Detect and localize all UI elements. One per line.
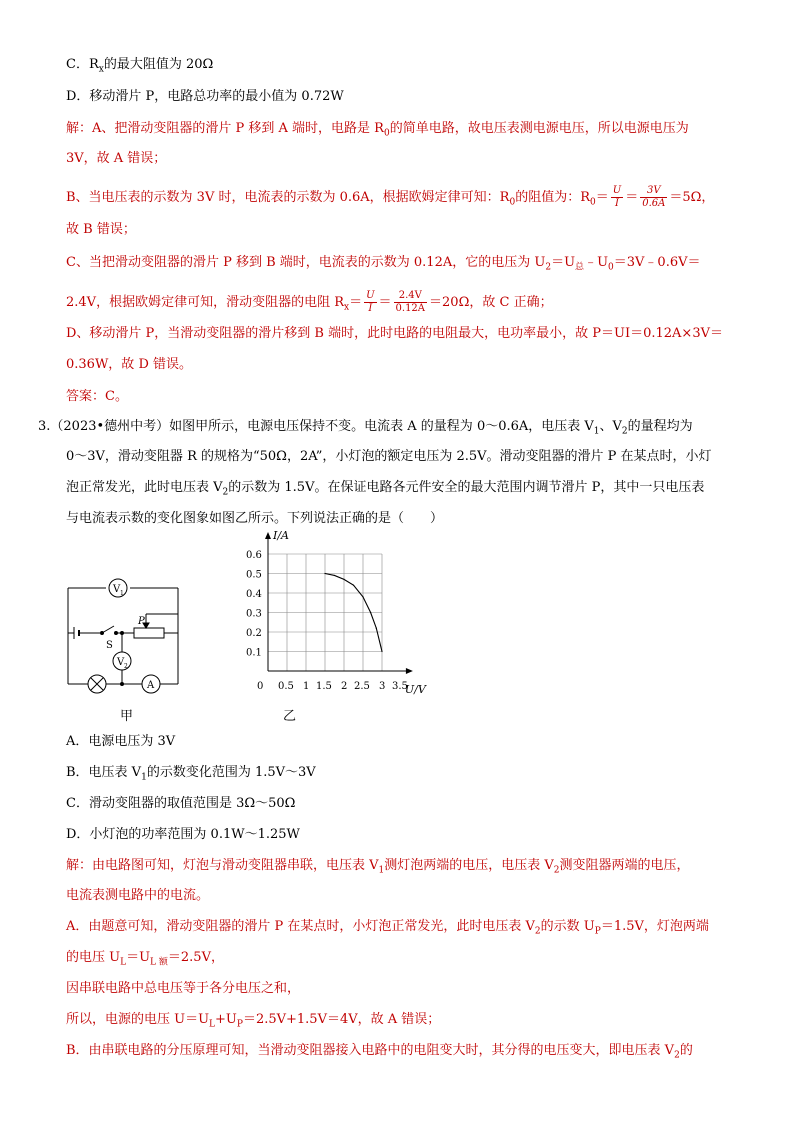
q3-solution-a-line4: 所以，电源的电压 $U=U_L+U_P=2.5V+1.5V=4V$，故 A 错误； <box>66 1012 441 1030</box>
y-tick-label: 0.5 <box>246 569 262 581</box>
svg-text:2: 2 <box>124 663 128 670</box>
q3-stem-line4: 与电流表示数的变化图象如图乙所示。下列说法正确的是（ ） <box>66 511 444 526</box>
fraction-u-over-i-2: $\frac{U}{I}$ <box>366 290 375 314</box>
data-point <box>370 612 371 613</box>
x-tick-label: 2.5 <box>354 681 370 692</box>
q3-option-a: A．电源电压为 3V <box>66 734 176 749</box>
data-point <box>343 579 344 580</box>
solution-c-line2: 2.4V，根据欧姆定律可知，滑动变阻器的电阻 $R_x=$ $\frac{U}{I}$ ＝ $\frac{2.4V}{0.12A}$ ＝20Ω，故 C 正确； <box>66 290 553 314</box>
y-tick-label: 0.1 <box>246 647 262 659</box>
data-point <box>353 585 354 586</box>
fraction-u-over-i: $\frac{U}{I}$ <box>612 185 622 209</box>
x-tick-label: 0.5 <box>278 681 294 692</box>
fraction-24v-over-012a: $\frac{2.4V}{0.12A}$ <box>395 290 426 314</box>
q3-stem-line2: 0～3V，滑动变阻器 R 的规格为“50Ω，2A”，小灯泡的额定电压为 2.5V。滑动变阻器的滑片 P 在某点时，小灯 <box>66 449 712 464</box>
q3-solution-line1: 解：由电路图可知，灯泡与滑动变阻器串联，电压表 $V_1$测灯泡两端的电压，电压表 $V_2$测变阻器两端的电压， <box>66 858 690 876</box>
svg-text:V: V <box>113 584 121 595</box>
switch-s-label: S <box>106 640 113 651</box>
svg-text:A: A <box>147 680 155 691</box>
voltmeter-v1 <box>109 579 127 597</box>
y-tick-label: 0.4 <box>246 589 262 600</box>
q3-stem-line1: 3.（2023•德州中考）如图甲所示，电源电压保持不变。电流表 A 的量程为 0～0.6A，电压表 $V_1$、$V_2$的量程均为 <box>38 419 693 437</box>
figure-label-jia: 甲 <box>120 709 134 724</box>
y-tick-label: 0.2 <box>246 628 262 639</box>
svg-text:1: 1 <box>120 590 124 597</box>
solution-b-line2: 故 B 错误； <box>66 222 136 237</box>
q3-option-c: C．滑动变阻器的取值范围是 3Ω～50Ω <box>66 796 296 811</box>
solution-a-line2: 3V，故 A 错误； <box>66 151 167 166</box>
solution-d-line1: D、移动滑片 P，当滑动变阻器的滑片移到 B 端时，此时电路的电阻最大，电功率最小，故 P＝UI＝0.12A×3V＝ <box>66 326 723 341</box>
y-tick-label: 0.3 <box>246 608 262 620</box>
q3-solution-a-line1: A．由题意可知，滑动变阻器的滑片 P 在某点时，小灯泡正常发光，此时电压表 $V_2$的示数 $U_P=1.5V$，灯泡两端 <box>66 919 709 937</box>
data-point <box>381 651 382 652</box>
x-tick-label: 3 <box>379 681 386 692</box>
x-tick-label: 0 <box>257 681 264 692</box>
iu-graph <box>220 529 430 706</box>
solution-a-line1: 解：A、把滑动变阻器的滑片 P 移到 A 端时，电路是 $R_0$的简单电路，故电压表测电源电压，所以电源电压为 <box>66 121 689 139</box>
fraction-3v-over-06a: $\frac{3V}{0.6A}$ <box>642 185 666 209</box>
data-point <box>376 628 377 629</box>
q3-solution-a-line3: 因串联电路中总电压等于各分电压之和， <box>66 981 301 996</box>
option-d-prev: D．移动滑片 P，电路总功率的最小值为 0.72W <box>66 89 344 104</box>
ammeter-a <box>142 675 160 693</box>
data-point <box>334 575 335 576</box>
x-tick-label: 1.5 <box>316 681 332 692</box>
q3-solution-line2: 电流表测电路中的电流。 <box>66 888 210 903</box>
q3-solution-a-line2: 的电压 $U_L=U_{L 额}=2.5V$， <box>66 950 224 968</box>
svg-text:V: V <box>117 657 125 668</box>
y-axis-label: I/A <box>273 529 289 542</box>
option-c-prev: C．$R_x$的最大阻值为 20Ω <box>66 57 214 75</box>
slider-p-label: P <box>138 616 145 627</box>
figure-label-yi: 乙 <box>283 709 297 724</box>
y-tick-label: 0.6 <box>246 550 262 561</box>
q3-option-b: B．电压表 $V_1$的示数变化范围为 1.5V～3V <box>66 765 316 783</box>
x-tick-label: 3.5 <box>392 681 408 692</box>
y-axis-arrow <box>265 532 271 539</box>
data-point <box>362 596 363 597</box>
data-point <box>324 573 325 574</box>
x-axis-label: U/V <box>404 683 426 696</box>
voltmeter-v2 <box>113 652 131 670</box>
solution-c-line1: C、当把滑动变阻器的滑片 P 移到 B 端时，电流表的示数为 0.12A，它的电压为 $U_2=U_总﹣U_0=3V﹣0.6V=$ <box>66 255 701 273</box>
solution-b-line1: B、当电压表的示数为 3V 时，电流表的示数为 0.6A，根据欧姆定律可知：$R_0$的阻值为：$R_0=$ $\frac{U}{I}$ ＝ $\frac{3V}{0.6A}$ ＝5Ω， <box>66 185 715 209</box>
answer-line: 答案：C。 <box>66 389 128 404</box>
lamp-icon <box>88 675 106 693</box>
q3-solution-b-line1: B．由串联电路的分压原理可知，当滑动变阻器接入电路中的电阻变大时，其分得的电压变大，即电压表 $V_2$的 <box>66 1043 693 1061</box>
circuit-diagram <box>60 570 190 725</box>
q3-option-d: D．小灯泡的功率范围为 0.1W～1.25W <box>66 827 300 842</box>
x-tick-label: 1 <box>303 681 310 692</box>
solution-d-line2: 0.36W，故 D 错误。 <box>66 357 192 372</box>
x-axis-arrow <box>406 668 413 674</box>
q3-stem-line3: 泡正常发光，此时电压表 $V_2$的示数为 1.5V。在保证电路各元件安全的最大范围内调节滑片 P，其中一只电压表 <box>66 480 705 498</box>
x-tick-label: 2 <box>341 681 348 692</box>
